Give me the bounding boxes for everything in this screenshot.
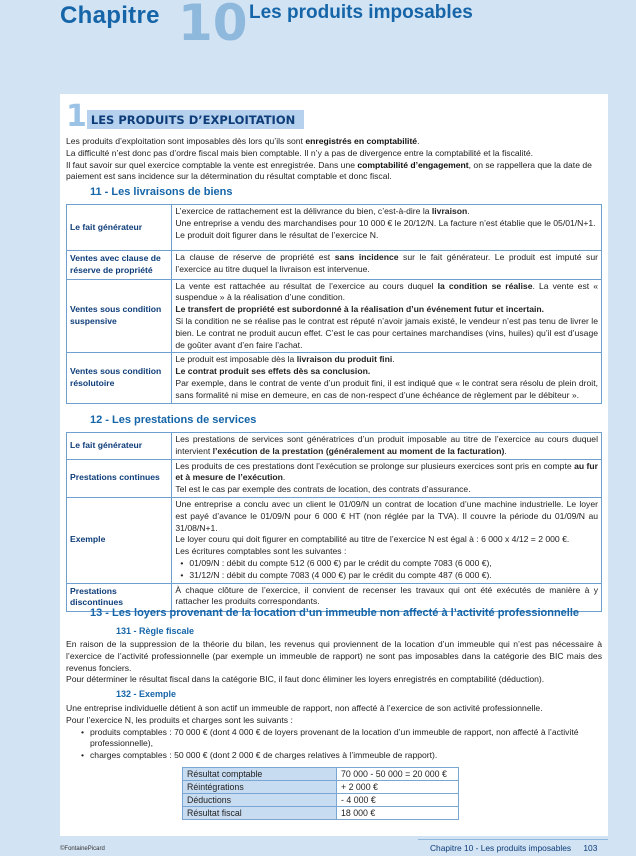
row-body bbox=[172, 205, 602, 251]
row-value: - 4 000 € bbox=[337, 794, 459, 807]
intro-line-3-end: , on se rappellera que la date de paiement est sans incidence sur la détermination du résultat comptable et donc fiscal. bbox=[66, 159, 592, 182]
row-label: Le fait générateur bbox=[67, 205, 172, 251]
row-label: Ventes avec clause de réserve de propriété bbox=[67, 251, 172, 280]
text: Pour l’exercice N, les produits et charges sont les suivants : bbox=[66, 714, 293, 725]
section-heading bbox=[66, 99, 304, 134]
row-body bbox=[172, 433, 602, 460]
intro-text: Les produits d’exploitation sont imposables dès lors qu’ils sont bbox=[66, 136, 306, 146]
text: . bbox=[282, 472, 286, 483]
intro-end: . bbox=[417, 136, 420, 146]
table-row bbox=[67, 459, 602, 497]
chapter-number: 10 bbox=[178, 0, 248, 52]
text-bold: livraison du produit fini bbox=[296, 354, 393, 365]
text: La vente est rattachée au résultat de l’exercice au cours duquel bbox=[175, 280, 438, 291]
row-value: + 2 000 € bbox=[337, 781, 459, 794]
text-bold: au fur et à mesure de l’exécution bbox=[175, 460, 598, 483]
text: sur le fait générateur. Le produit est imputé sur l’exercice au titre duquel la livraison est intervenue. bbox=[175, 252, 598, 274]
copyright: ©FontainePicard bbox=[60, 846, 105, 852]
text-bold: la condition se réalise bbox=[437, 280, 533, 291]
intro-line-2: La difficulté n’est donc pas d’ordre fiscal mais bien comptable. Il n’y a pas de divergence entre la comptabilité et la fiscalité. bbox=[66, 147, 534, 158]
page-footer bbox=[430, 843, 597, 853]
page-number: 103 bbox=[583, 843, 598, 853]
table-row bbox=[67, 497, 602, 583]
text: Une entreprise a vendu des marchandises pour 10 000 € le 20/12/N. La facture n’est établie que le 05/01/N+1. bbox=[175, 217, 596, 228]
text-bold: Le transfert de propriété est subordonné à la réalisation d’un événement futur et incertain. bbox=[175, 304, 545, 315]
intro-line-3-bold: comptabilité d’engagement bbox=[357, 159, 469, 170]
row-key: Résultat comptable bbox=[183, 768, 337, 781]
row-key: Résultat fiscal bbox=[183, 807, 337, 820]
subsubsection-title-131: 131 - Règle fiscale bbox=[116, 626, 195, 636]
subsection-title-13: 13 - Les loyers provenant de la location d’un immeuble non affecté à l’activité professionnelle bbox=[90, 607, 580, 619]
section-number: 1 bbox=[66, 99, 87, 134]
text: Tel est le cas par exemple des contrats de location, des contrats d’assurance. bbox=[175, 484, 471, 495]
text: . La vente est « suspendue » à la réalisation d’une condition. bbox=[175, 280, 599, 303]
intro-line-3: Il faut savoir sur quel exercice comptable la vente est enregistrée. Dans une bbox=[66, 159, 358, 170]
row-body bbox=[172, 251, 602, 280]
subsection-title-12: 12 - Les prestations de services bbox=[90, 414, 257, 426]
row-body bbox=[172, 353, 602, 403]
section-title: LES PRODUITS D’EXPLOITATION bbox=[87, 110, 304, 129]
section-intro bbox=[66, 136, 602, 183]
text: Pour déterminer le résultat fiscal dans la catégorie BIC, il faut donc éliminer les loyers enregistrés en comptabilité (déduction). bbox=[66, 674, 545, 685]
list-item: • produits comptables : 70 000 € (dont 4 000 € de loyers provenant de la location d’un immeuble de rapport, non affecté à l’activité professionnelle), bbox=[90, 727, 602, 751]
text: . bbox=[504, 445, 507, 456]
text-bold: Le contrat produit ses effets dès sa conclusion. bbox=[175, 366, 371, 377]
row-body bbox=[172, 497, 602, 583]
text-bold: livraison bbox=[431, 206, 468, 216]
chapter-header bbox=[0, 0, 636, 52]
text: Les produits de ces prestations dont l’exécution se prolonge sur plusieurs exercices sont pris en compte bbox=[175, 460, 575, 471]
row-body bbox=[172, 459, 602, 497]
text: Le loyer couru qui doit figurer en comptabilité au titre de l’exercice N est égal à : 6 000 x 4/12 = 2 000 €. bbox=[175, 534, 570, 545]
footer-divider bbox=[418, 839, 608, 840]
list-item: • 31/12/N : débit du compte 7083 (4 000 €) par le crédit du compte 487 (6 000 €). bbox=[189, 570, 598, 582]
text: . bbox=[392, 354, 395, 365]
row-label: Exemple bbox=[67, 497, 172, 583]
text: Le produit est imposable dès la bbox=[175, 354, 297, 365]
footer-chapter-label: Chapitre 10 - Les produits imposables bbox=[430, 843, 572, 853]
text: Le produit doit figurer dans le résultat de l’exercice N. bbox=[175, 229, 379, 240]
row-key: Déductions bbox=[183, 794, 337, 807]
text: Une entreprise individuelle détient à son actif un immeuble de rapport, non affecté à l’exercice de son activité professionnelle. bbox=[66, 703, 543, 713]
paragraph-132 bbox=[66, 703, 602, 762]
text: L’exercice de rattachement est la délivrance du bien, c’est-à-dire la bbox=[175, 206, 432, 216]
table-row bbox=[67, 251, 602, 280]
row-label: Ventes sous condition suspensive bbox=[67, 279, 172, 353]
row-label: Prestations continues bbox=[67, 459, 172, 497]
text: Les prestations de services sont génératrices d’un produit imposable au titre de l’exercice au cours duquel intervient bbox=[175, 434, 598, 456]
text: La clause de réserve de propriété est bbox=[175, 252, 335, 262]
text: Si la condition ne se réalise pas le contrat est réputé n’avoir jamais existé, le vendeur n’est pas tenu de livrer le bien. Le contrat ne produit aucun effet. C’est le cas pour certaines marchandises (vins, huiles) qu’il est d’usage de goûter avant d’en faire l’achat. bbox=[175, 315, 598, 350]
bullet-list bbox=[66, 727, 602, 762]
table-prestations bbox=[66, 432, 602, 612]
table-row bbox=[67, 205, 602, 251]
row-value: 18 000 € bbox=[337, 807, 459, 820]
chapter-word: Chapitre bbox=[60, 2, 160, 29]
row-label: Le fait générateur bbox=[67, 433, 172, 460]
text: Par exemple, dans le contrat de vente d’un produit fini, il est indiqué que « le contrat sera résolu de plein droit, sans formalité ni mise en demeure, en cas de non-respect d’une échéance de règlement par le débiteur ». bbox=[175, 377, 598, 400]
subsubsection-title-132: 132 - Exemple bbox=[116, 689, 177, 699]
table-row bbox=[183, 781, 459, 794]
text-bold: sans incidence bbox=[334, 252, 399, 262]
subsection-title-11: 11 - Les livraisons de biens bbox=[90, 186, 233, 198]
table-row bbox=[183, 807, 459, 820]
bullet-list bbox=[175, 558, 598, 582]
text: En raison de la suppression de la théorie du bilan, les revenus qui proviennent de la location d’un immeuble qui n’est pas nécessaire à l’exercice de l’activité professionnelle (par exemple un immeuble de rapport) ne sont pas imposables dans la catégorie des BIC mais des revenus fonciers. bbox=[66, 639, 602, 673]
table-row bbox=[183, 794, 459, 807]
table-livraisons bbox=[66, 204, 602, 404]
row-key: Réintégrations bbox=[183, 781, 337, 794]
list-item: • 01/09/N : débit du compte 512 (6 000 €) par le crédit du compte 7083 (6 000 €), bbox=[189, 558, 598, 570]
row-label: Prestations discontinues bbox=[67, 583, 172, 612]
row-label: Ventes sous condition résolutoire bbox=[67, 353, 172, 403]
text: À chaque clôture de l’exercice, il convient de recenser les travaux qui ont été exécutés de manière à y rattacher les produits correspondants. bbox=[175, 584, 598, 607]
text-bold: l’exécution de la prestation (généralement au moment de la facturation) bbox=[212, 445, 505, 456]
text: . bbox=[467, 206, 470, 216]
table-row bbox=[67, 279, 602, 353]
list-item: • charges comptables : 50 000 € (dont 2 000 € de charges relatives à l’immeuble de rapport). bbox=[90, 750, 602, 762]
intro-bold: enregistrés en comptabilité bbox=[305, 136, 418, 146]
paragraph-131 bbox=[66, 639, 602, 686]
text: Les écritures comptables sont les suivantes : bbox=[175, 546, 347, 557]
fiscal-result-table bbox=[182, 767, 459, 820]
table-row bbox=[67, 353, 602, 403]
chapter-title: Les produits imposables bbox=[249, 2, 473, 23]
table-row bbox=[67, 433, 602, 460]
table-row bbox=[183, 768, 459, 781]
text: Une entreprise a conclu avec un client le 01/09/N un contrat de location d’une machine industrielle. Le loyer est payé d’avance le 01/09/N pour 6 000 € HT (non réglée par la TVA). Il couvre la période du 01/09/N au 31/08/N+1. bbox=[175, 498, 598, 533]
row-value: 70 000 - 50 000 = 20 000 € bbox=[337, 768, 459, 781]
row-body bbox=[172, 279, 602, 353]
